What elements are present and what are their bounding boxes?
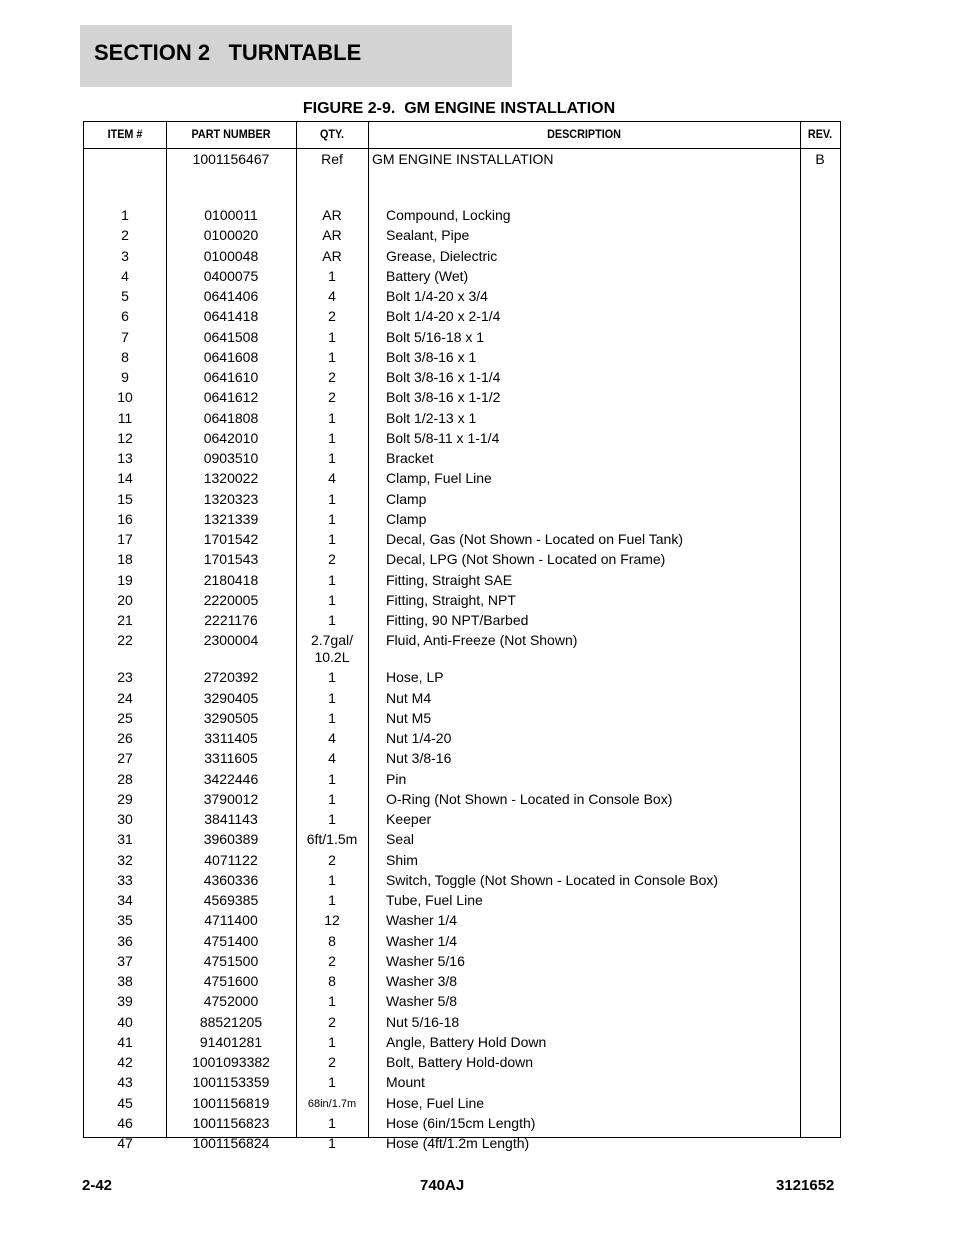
part-number: 0641608 [203,348,259,365]
parts-table [83,121,841,1152]
description: Hose, Fuel Line [386,1094,485,1111]
item-number: 14 [117,470,133,487]
table-row [84,811,840,831]
table-row [84,612,840,632]
description: Nut 3/8-16 [386,750,452,767]
item-number: 37 [117,952,133,969]
description: Fitting, Straight, NPT [386,591,516,608]
item-number: 42 [117,1054,133,1071]
header-part-number: PART NUMBER [191,127,271,141]
item-number: 17 [117,531,133,547]
item-number: 7 [121,328,129,345]
section-title: SECTION 2 TURNTABLE [94,40,362,65]
quantity: 1 [328,490,336,507]
part-number: 3290505 [203,709,259,726]
part-number: 0100011 [204,207,258,223]
footer-model: 740AJ [420,1177,465,1194]
description: Bolt 5/16-18 x 1 [386,328,485,345]
quantity: 68in/1.7m [307,1097,357,1110]
description: Bolt 1/2-13 x 1 [386,409,477,426]
part-number: 1701543 [203,551,259,568]
footer-doc-number: 3121652 [776,1177,835,1194]
table-row [84,831,840,851]
description: Washer 5/8 [386,993,458,1010]
quantity: 1 [328,267,336,284]
item-number: 5 [121,288,129,304]
table-row [84,1135,840,1155]
quantity: 1 [328,892,336,909]
quantity: 4 [328,470,336,487]
quantity: 2 [328,851,336,868]
quantity-continued: 10.2L [314,649,350,666]
table-row [84,750,840,770]
description: Clamp [386,490,427,507]
part-number: 4071122 [204,851,258,868]
item-number: 28 [117,770,133,787]
description: Decal, LPG (Not Shown - Located on Frame) [386,551,666,568]
description: Decal, Gas (Not Shown - Located on Fuel Tank) [386,531,684,547]
description: Bracket [386,450,434,466]
quantity: 1 [328,1033,336,1050]
item-number: 13 [117,450,133,466]
quantity: 1 [328,348,336,365]
item-number: 6 [121,308,129,325]
table-row [84,592,840,612]
description: Clamp [386,510,427,527]
part-number: 0641406 [203,288,259,304]
part-number: 3960389 [203,831,259,848]
part-number: 3422446 [203,770,259,787]
description: Bolt 3/8-16 x 1 [386,348,477,365]
description: Sealant, Pipe [386,227,470,244]
part-number: 91401281 [199,1033,263,1050]
item-number: 31 [117,831,133,848]
table-row [84,207,840,227]
part-number: 3290405 [203,689,259,706]
description: Bolt, Battery Hold-down [386,1054,534,1071]
table-row [84,349,840,369]
item-number: 2 [121,227,129,244]
part-number: 3311605 [204,750,258,767]
part-number: 4360336 [203,871,259,888]
quantity: 1 [328,993,336,1010]
quantity: 1 [328,429,336,446]
description: Bolt 5/8-11 x 1-1/4 [386,429,500,446]
description: Compound, Locking [386,207,511,223]
item-number: 23 [117,669,133,686]
part-number: 2221176 [204,612,258,628]
quantity: 2 [328,308,336,325]
header-item: ITEM # [107,127,143,141]
quantity: 2 [328,952,336,969]
table-row [84,771,840,791]
item-number: 34 [117,892,133,909]
part-number: 4752000 [203,993,259,1010]
table-row [84,531,840,551]
part-number: 2220005 [203,591,259,608]
part-number: 2180418 [203,571,259,588]
quantity: 1 [328,669,336,686]
description: O-Ring (Not Shown - Located in Console Box) [386,790,673,807]
quantity: 4 [328,288,336,304]
part-number: 4751600 [203,973,259,990]
item-number: 19 [117,571,133,588]
item-number: 12 [117,429,133,446]
item-number: 3 [121,247,129,264]
item-number: 40 [117,1013,133,1030]
item-number: 25 [117,709,133,726]
table-row [84,1054,840,1074]
quantity: 1 [328,510,336,527]
description: Mount [386,1074,425,1091]
part-number: 1320022 [203,470,259,487]
quantity: 2.7gal/ [310,632,354,649]
footer-page-number: 2-42 [82,1177,113,1194]
description: Bolt 3/8-16 x 1-1/4 [386,369,501,385]
part-number: 0641508 [203,328,259,345]
quantity: 4 [328,750,336,767]
item-number: 8 [121,348,129,365]
part-number: 0400075 [203,267,259,284]
assembly-qty: Ref [321,151,343,167]
table-row [84,491,840,511]
table-body [84,149,840,1155]
description: Switch, Toggle (Not Shown - Located in Console Box) [386,871,719,888]
part-number: 0641610 [203,369,259,385]
description: Fitting, 90 NPT/Barbed [386,612,529,628]
item-number: 18 [117,551,133,568]
table-row [84,572,840,592]
description: Washer 3/8 [386,973,458,990]
part-number: 2720392 [203,669,259,686]
part-number: 4711400 [204,912,258,929]
item-number: 43 [117,1074,133,1091]
description: Fluid, Anti-Freeze (Not Shown) [386,632,578,649]
part-number: 0641418 [203,308,259,325]
quantity: 2 [328,551,336,568]
quantity: 1 [328,328,336,345]
item-number: 27 [117,750,133,767]
item-number: 22 [117,632,133,649]
item-number: 20 [117,591,133,608]
assembly-description: GM ENGINE INSTALLATION [372,151,554,167]
description: Nut M4 [386,689,432,706]
quantity: 2 [328,1013,336,1030]
table-row [84,710,840,730]
quantity: 8 [328,973,336,990]
table-row [84,690,840,710]
item-number: 41 [117,1033,133,1050]
quantity: AR [322,227,342,244]
table-row [84,511,840,531]
description: Tube, Fuel Line [386,892,483,909]
part-number: 0903510 [203,450,259,466]
item-number: 33 [117,871,133,888]
description: Washer 1/4 [386,932,458,949]
item-number: 45 [117,1094,133,1111]
quantity: 1 [328,790,336,807]
quantity: 1 [328,591,336,608]
quantity: 1 [328,409,336,426]
quantity: 1 [328,612,336,628]
description: Grease, Dielectric [386,247,498,264]
description: Battery (Wet) [386,267,469,284]
description: Hose, LP [386,669,444,686]
part-number: 1701542 [203,531,259,547]
quantity: 2 [328,1054,336,1071]
table-row [84,308,840,328]
description: Hose (4ft/1.2m Length) [386,1135,530,1152]
item-number: 1 [121,207,129,223]
table-row [84,389,840,409]
quantity: 1 [328,1074,336,1091]
description: Fitting, Straight SAE [386,571,513,588]
quantity: 1 [328,571,336,588]
table-row [84,1115,840,1135]
description: Nut 5/16-18 [386,1013,460,1030]
table-row [84,248,840,268]
table-row [84,470,840,490]
item-number: 35 [117,912,133,929]
table-row [84,912,840,932]
figure-title: FIGURE 2-9. GM ENGINE INSTALLATION [302,100,616,117]
part-number: 3790012 [203,790,259,807]
description: Clamp, Fuel Line [386,470,492,487]
item-number: 4 [121,267,129,284]
quantity: 4 [328,730,336,747]
table-row [84,268,840,288]
quantity: 12 [324,912,340,929]
item-number: 24 [117,689,133,706]
description: Nut M5 [386,709,432,726]
item-number: 29 [117,790,133,807]
table-row [84,933,840,953]
quantity: 1 [328,450,336,466]
quantity: 2 [328,389,336,406]
table-row [84,632,840,669]
table-row [84,1074,840,1094]
quantity: 1 [328,811,336,828]
item-number: 15 [117,490,133,507]
item-number: 9 [121,369,129,385]
quantity: 1 [328,689,336,706]
description: Shim [386,851,418,868]
table-row [84,551,840,571]
part-number: 0641808 [203,409,259,426]
part-number: 1001093382 [192,1054,270,1071]
description: Nut 1/4-20 [386,730,452,747]
description: Washer 5/16 [386,952,465,969]
table-row [84,1034,840,1054]
table-row [84,730,840,750]
table-row [84,329,840,349]
quantity: 1 [328,709,336,726]
assembly-row [84,151,840,171]
table-row [84,1014,840,1034]
part-number: 1001156824 [192,1135,270,1152]
item-number: 30 [117,811,133,828]
table-row [84,227,840,247]
table-row [84,852,840,872]
description: Washer 1/4 [386,912,458,929]
table-row [84,872,840,892]
part-number: 1001156819 [192,1094,270,1111]
table-row [84,892,840,912]
quantity: 2 [328,369,336,385]
header-qty: QTY. [319,127,344,141]
item-number: 38 [117,973,133,990]
table-row [84,993,840,1013]
table-row [84,1095,840,1115]
part-number: 0100020 [203,227,259,244]
part-number: 1320323 [203,490,259,507]
part-number: 0100048 [203,247,259,264]
item-number: 16 [117,510,133,527]
quantity: AR [322,207,342,223]
part-number: 4751400 [203,932,259,949]
table-row [84,288,840,308]
part-number: 0642010 [203,429,259,446]
description: Hose (6in/15cm Length) [386,1114,536,1131]
quantity: 1 [328,770,336,787]
description: Bolt 1/4-20 x 3/4 [386,288,488,304]
item-number: 39 [117,993,133,1010]
description: Seal [386,831,415,848]
assembly-part-number: 1001156467 [192,151,270,167]
description: Pin [386,770,407,787]
description: Angle, Battery Hold Down [386,1033,547,1050]
header-description: DESCRIPTION [547,127,621,141]
quantity: 1 [328,1114,336,1131]
part-number: 1001153359 [192,1074,270,1091]
quantity: AR [322,247,342,264]
item-number: 36 [117,932,133,949]
table-row [84,953,840,973]
item-number: 26 [117,730,133,747]
part-number: 4751500 [203,952,259,969]
item-number: 32 [117,851,133,868]
table-row [84,791,840,811]
part-number: 0641612 [203,389,259,406]
part-number: 3311405 [204,730,258,747]
table-row [84,430,840,450]
quantity: 6ft/1.5m [306,831,358,848]
quantity: 1 [328,531,336,547]
table-row [84,410,840,430]
part-number: 1001156823 [192,1114,270,1131]
row-spacer [84,169,840,207]
item-number: 10 [117,389,133,406]
part-number: 4569385 [203,892,259,909]
description: Bolt 3/8-16 x 1-1/2 [386,389,501,406]
part-number: 2300004 [203,632,259,649]
quantity: 1 [328,1135,336,1152]
part-number: 1321339 [203,510,259,527]
table-row [84,369,840,389]
table-row [84,973,840,993]
quantity: 8 [328,932,336,949]
item-number: 46 [117,1114,133,1131]
item-number: 11 [117,409,133,426]
quantity: 1 [328,871,336,888]
part-number: 3841143 [204,811,258,828]
table-row [84,450,840,470]
item-number: 21 [117,612,133,628]
item-number: 47 [117,1135,133,1152]
description: Bolt 1/4-20 x 2-1/4 [386,308,501,325]
description: Keeper [386,811,432,828]
table-row [84,669,840,689]
part-number: 88521205 [199,1013,263,1030]
assembly-rev: B [815,151,825,167]
header-rev: REV. [807,127,833,141]
